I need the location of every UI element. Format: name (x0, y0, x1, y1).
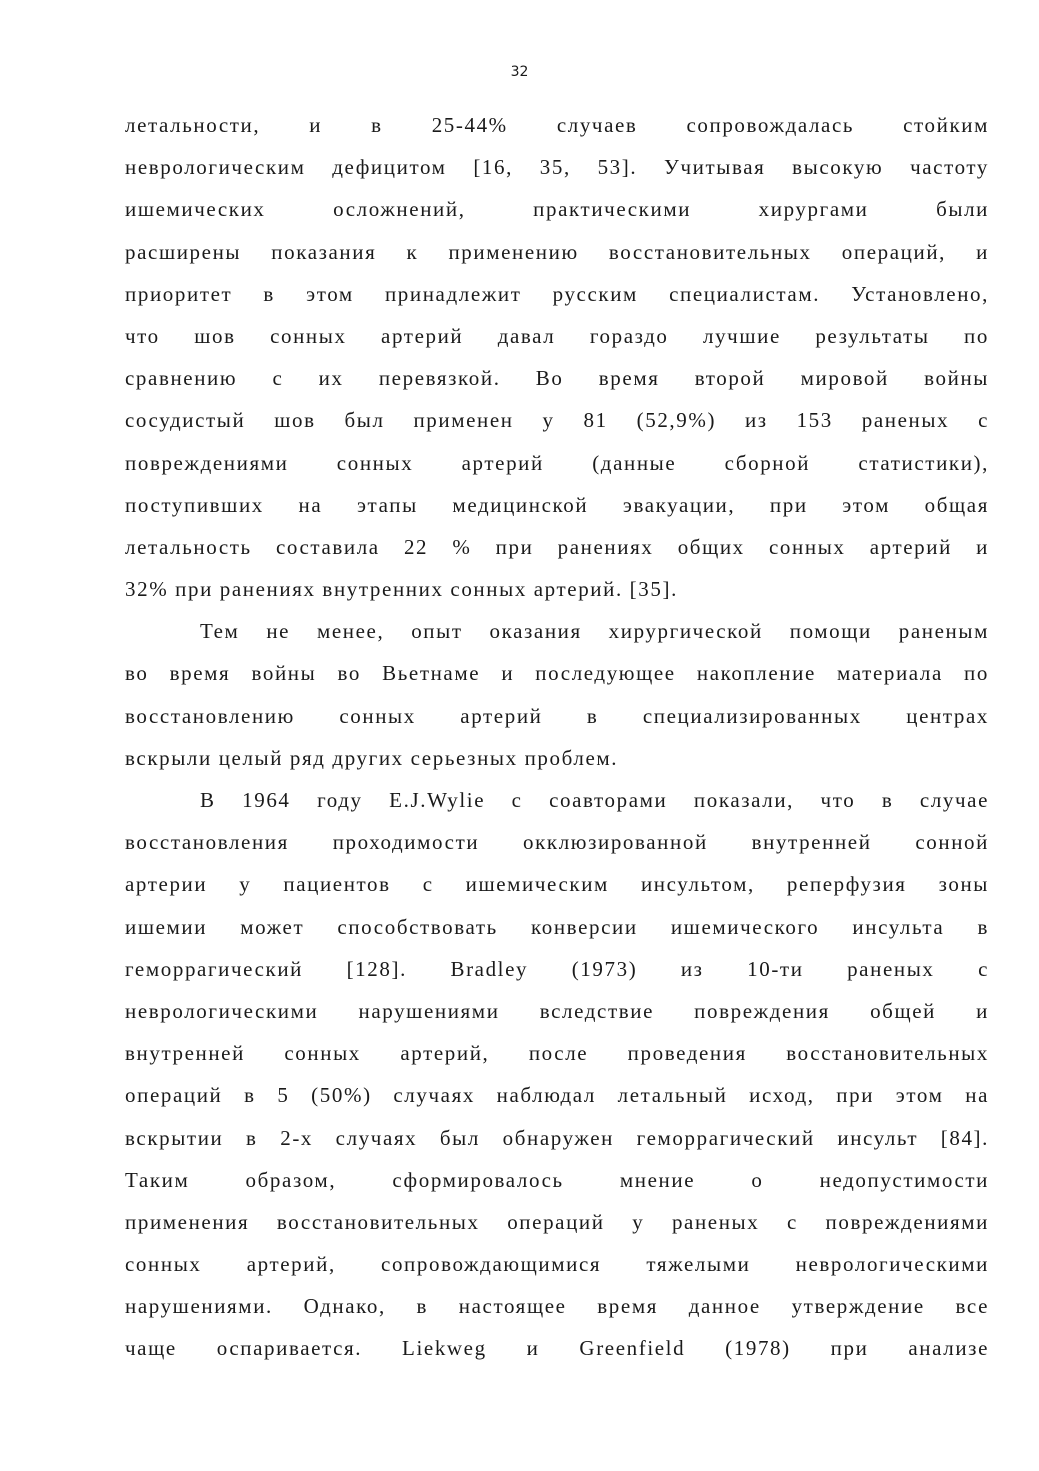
page-number: 32 (510, 64, 529, 80)
text-line: вскрытии в 2-х случаях был обнаружен геморрагический инсульт [84]. (125, 1125, 989, 1150)
text-line: операций в 5 (50%) случаях наблюдал летальный исход, при этом на (125, 1083, 989, 1108)
text-line: повреждениями сонных артерий (данные сборной статистики), (125, 450, 989, 475)
text-line: восстановлению сонных артерий в специализированных центрах (125, 703, 989, 728)
text-line: ишемии может способствовать конверсии ишемического инсульта в (125, 914, 989, 939)
text-line: что шов сонных артерий давал гораздо лучшие результаты по (125, 323, 989, 348)
text-line: во время войны во Вьетнаме и последующее накопление материала по (125, 661, 989, 686)
text-line: летальность составила 22 % при ранениях общих сонных артерий и (125, 534, 989, 559)
text-line: приоритет в этом принадлежит русским специалистам. Установлено, (125, 281, 989, 306)
body-text (125, 110, 989, 1376)
text-line: применения восстановительных операций у раненых с повреждениями (125, 1209, 989, 1234)
text-line: неврологическими нарушениями вследствие повреждения общей и (125, 998, 989, 1023)
text-line: сравнению с их перевязкой. Во время второй мировой войны (125, 366, 989, 391)
text-line: летальности, и в 25-44% случаев сопровождалась стойким (125, 113, 989, 137)
text-line: 32% при ранениях внутренних сонных артерий. [35]. (125, 577, 678, 602)
text-line: Тем не менее, опыт оказания хирургической помощи раненым (200, 619, 989, 644)
text-line: Таким образом, сформировалось мнение о недопустимости (125, 1167, 989, 1192)
text-line: геморрагический [128]. Bradley (1973) из 10-ти раненых с (125, 956, 989, 981)
text-line: внутренней сонных артерий, после проведения восстановительных (125, 1041, 989, 1066)
text-line: расширены показания к применению восстановительных операций, и (125, 239, 989, 264)
text-line: В 1964 году E.J.Wylie с соавторами показали, что в случае (200, 788, 989, 812)
text-line: артерии у пациентов с ишемическим инсультом, реперфузия зоны (125, 872, 989, 897)
text-line: неврологическим дефицитом [16, 35, 53]. Учитывая высокую частоту (125, 155, 989, 180)
text-line: вскрыли целый ряд других серьезных проблем. (125, 745, 619, 770)
text-line: поступивших на этапы медицинской эвакуации, при этом общая (125, 492, 989, 517)
text-line: сосудистый шов был применен у 81 (52,9%) из 153 раненых с (125, 408, 989, 433)
text-line: чаще оспаривается. Liekweg и Greenfield (1978) при анализе (125, 1336, 989, 1361)
text-line: нарушениями. Однако, в настоящее время данное утверждение все (125, 1294, 989, 1319)
text-line: сонных артерий, сопровождающимися тяжелыми неврологическими (125, 1252, 989, 1277)
text-line: восстановления проходимости окклюзированной внутренней сонной (125, 830, 989, 855)
text-line: ишемических осложнений, практическими хирургами были (125, 197, 989, 222)
